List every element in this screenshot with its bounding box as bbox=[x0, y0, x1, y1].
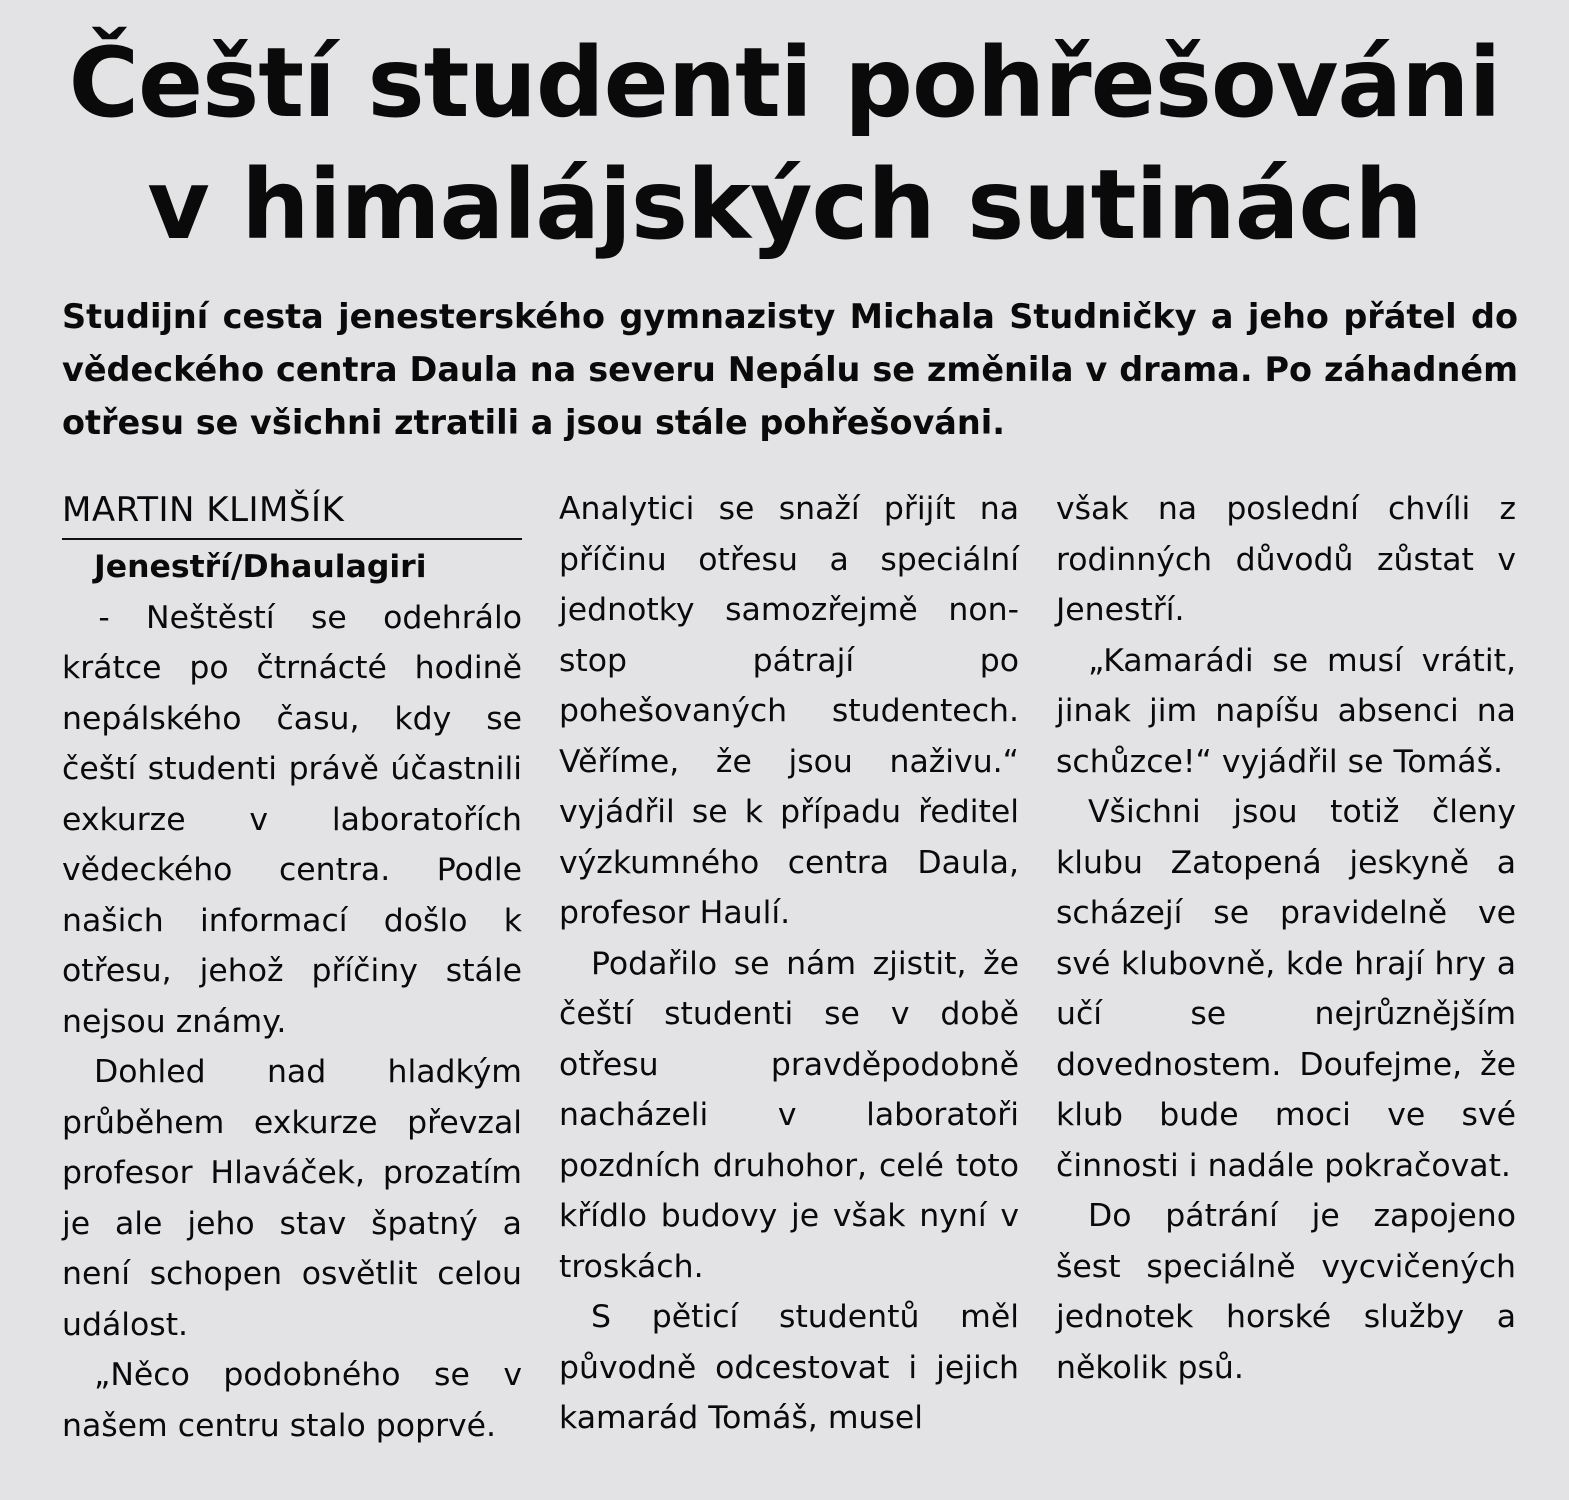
lead-paragraph: Studijní cesta jenesterského gymnazisty Michala Studničky a jeho přátel do vědeckého centra Daula na severu Nepálu se změnila v drama. Po záhadném otřesu se všichni ztratili a jsou stále pohřešováni. bbox=[62, 297, 1518, 442]
column-3 bbox=[1056, 484, 1516, 1393]
dateline-separator: - bbox=[62, 599, 147, 636]
paragraph-1-text: Neštěstí se odehrálo krátce po čtrnácté hodině nepálského času, kdy se čeští studenti právě účastnili exkurze v laboratořích vědeckého centra. Podle našich informací došlo k otřesu, jehož příčiny stále nejsou známy. bbox=[62, 599, 522, 1040]
paragraph-1 bbox=[62, 542, 522, 1047]
headline-line-1: Čeští studenti pohřešováni bbox=[68, 27, 1501, 139]
paragraph-3-start: „Něco podobného se v našem centru stalo poprvé. bbox=[62, 1357, 522, 1444]
paragraph-5-start: S pěticí studentů měl původně odcestovat i jejich kamarád Tomáš, musel bbox=[559, 1299, 1019, 1436]
paragraph-8: Do pátrání je zapojeno šest speciálně vycvičených jednotek horské služby a několik psů. bbox=[1056, 1198, 1516, 1386]
paragraph-2: Dohled nad hladkým průběhem exkurze převzal profesor Hlaváček, prozatím je ale jeho stav špatný a není schopen osvětlit celou událost. bbox=[62, 1054, 522, 1343]
paragraph-5-continued: však na poslední chvíli z rodinných důvodů zůstat v Jenestří. bbox=[1056, 491, 1516, 628]
paragraph-6: „Kamarádi se musí vrátit, jinak jim napíšu absenci na schůzce!“ vyjádřil se Tomáš. bbox=[1056, 642, 1516, 780]
dateline: Jenestří/Dhaulagiri bbox=[94, 549, 427, 585]
author-byline: MARTIN KLIMŠÍK bbox=[62, 484, 522, 540]
paragraph-4: Podařilo se nám zjistit, že čeští studenti se v době otřesu pravděpodobně nacházeli v laboratoři pozdních druhohor, celé toto křídlo budovy je však nyní v troskách. bbox=[559, 945, 1019, 1285]
column-1 bbox=[62, 484, 522, 1451]
headline bbox=[0, 22, 1569, 266]
column-2 bbox=[559, 484, 1019, 1444]
paragraph-7: Všichni jsou totiž členy klubu Zatopená jeskyně a scházejí se pravidelně ve své klubovně, kde hrají hry a učí se nejrůznějším dovednostem. Doufejme, že klub bude moci ve své činnosti i nadále pokračovat. bbox=[1056, 794, 1516, 1184]
headline-line-2: v himalájských sutinách bbox=[147, 149, 1422, 261]
paragraph-3-continued: Analytici se snaží přijít na příčinu otřesu a speciální jednotky samozřejmě non-stop pátrají po pohešovaných studentech. Věříme, že jsou naživu.“ vyjádřil se k případu ředitel výzkumného centra Daula, profesor Haulí. bbox=[559, 491, 1019, 931]
